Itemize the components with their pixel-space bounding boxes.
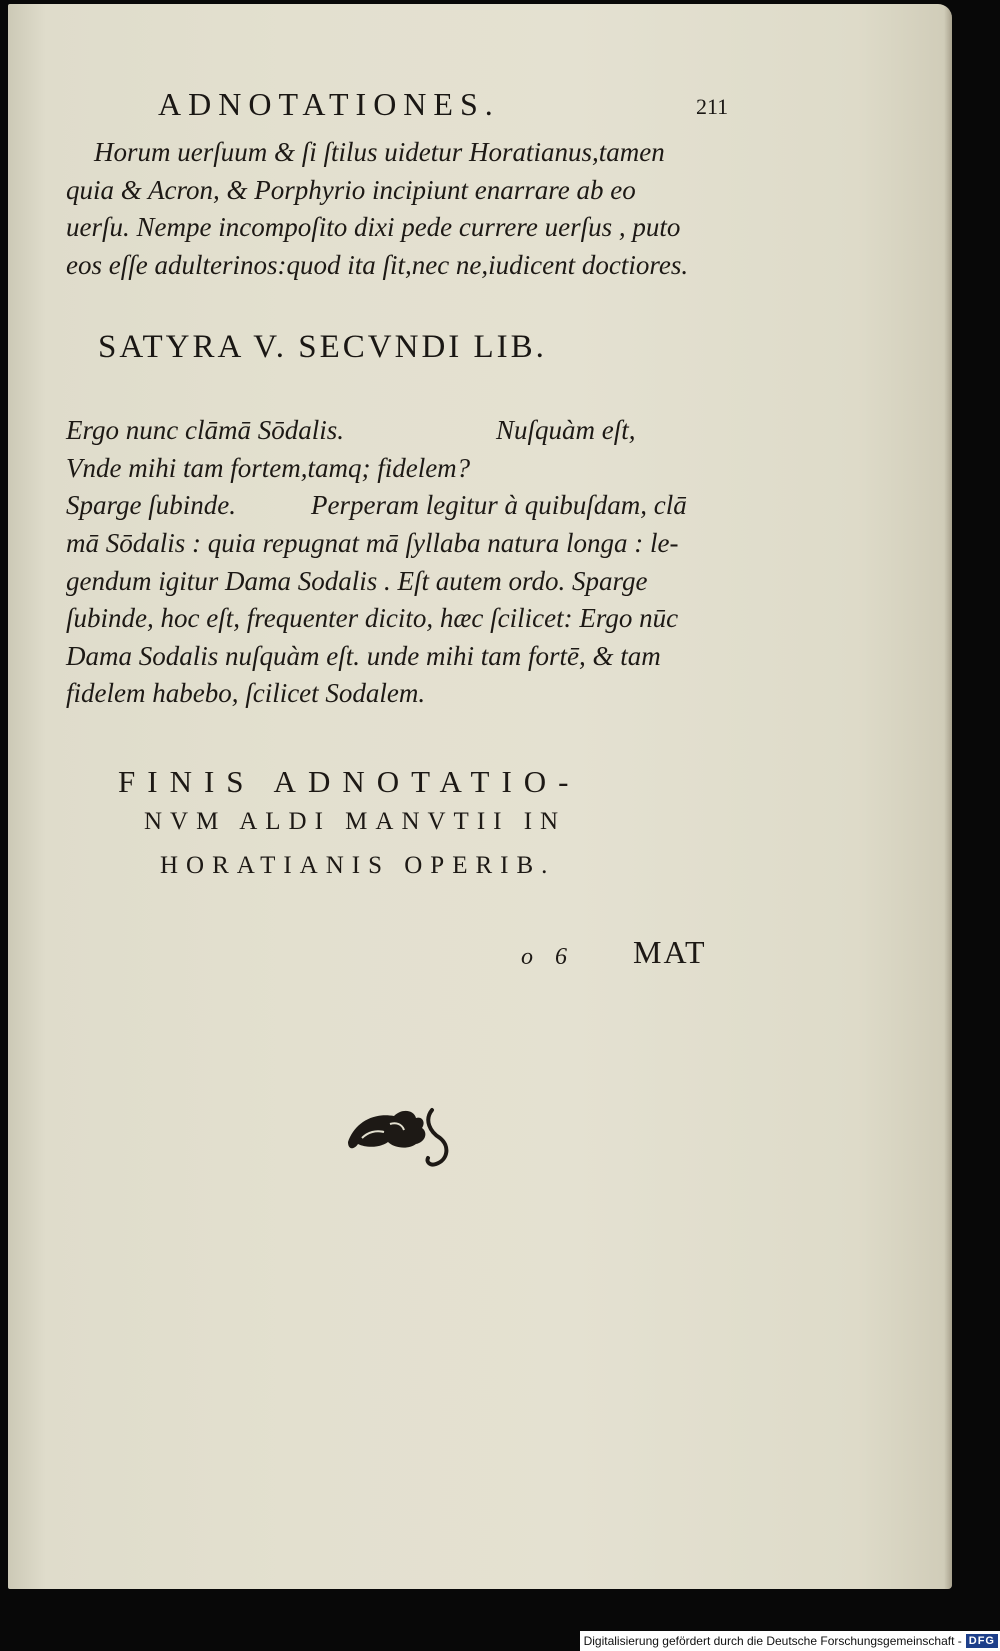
text-line: Dama Sodalis nuſquàm eſt. unde mihi tam fortē, & tam [66, 640, 661, 671]
printer-ornament-icon [344, 1102, 458, 1172]
footer-credit: Digitalisierung gefördert durch die Deutsche Forschungsgemeinschaft - [583, 1634, 962, 1648]
running-head: ADNOTATIONES. [158, 86, 500, 122]
text-line: mā Sōdalis : quia repugnat mā ſyllaba natura longa : le- [66, 528, 679, 558]
section-title: SATYRA V. SECVNDI LIB. [98, 329, 547, 365]
colophon [118, 764, 738, 896]
text-line: Horum uerſuum & ſi ſtilus uidetur Horatianus,tamen [94, 137, 665, 167]
colophon-line: NVM ALDI MANVTII IN [144, 808, 567, 835]
text-line: eos eſſe adulterinos:quod ita ſit,nec ne,iudicent doctiores. [66, 249, 689, 280]
digitization-footer [580, 1631, 1000, 1651]
verse-line-right: Nuſquàm eſt, [496, 415, 636, 445]
verse-line [66, 487, 726, 525]
page-header [158, 86, 758, 126]
colophon-line: FINIS ADNOTATIO- [118, 764, 581, 799]
text-line: fidelem habebo, ſcilicet Sodalem. [66, 678, 426, 708]
book-page [8, 4, 952, 1589]
signature-mark: o 6 [521, 944, 575, 970]
catchword: MAT [633, 934, 707, 970]
text-line: quia & Acron, & Porphyrio incipiunt enarrare ab eo [66, 174, 636, 205]
text-line: uerſu. Nempe incompoſito dixi pede currere uerſus , puto [66, 212, 681, 242]
text-line: gendum igitur Dama Sodalis . Eſt autem ordo. Sparge [66, 565, 648, 596]
text-line: ſubinde, hoc eſt, frequenter dicito, hæc ſcilicet: Ergo nūc [66, 603, 679, 633]
paragraph-commentary-2 [66, 525, 706, 713]
verse-line-left: Sparge ſubinde. [66, 490, 236, 520]
dfg-logo: DFG [966, 1634, 998, 1648]
paragraph-commentary-1 [66, 134, 706, 284]
verse-line-left: Ergo nunc clāmā Sōdalis. [66, 415, 344, 445]
verse-line [66, 412, 726, 450]
verse-line [66, 450, 726, 488]
commentary-start: Perperam legitur à quibuſdam, clā [311, 490, 687, 520]
page-number: 211 [696, 94, 729, 119]
verse-block [66, 412, 726, 525]
colophon-line: HORATIANIS OPERIB. [160, 852, 556, 879]
verse-line-text: Vnde mihi tam fortem,tamq; fidelem? [66, 452, 471, 483]
